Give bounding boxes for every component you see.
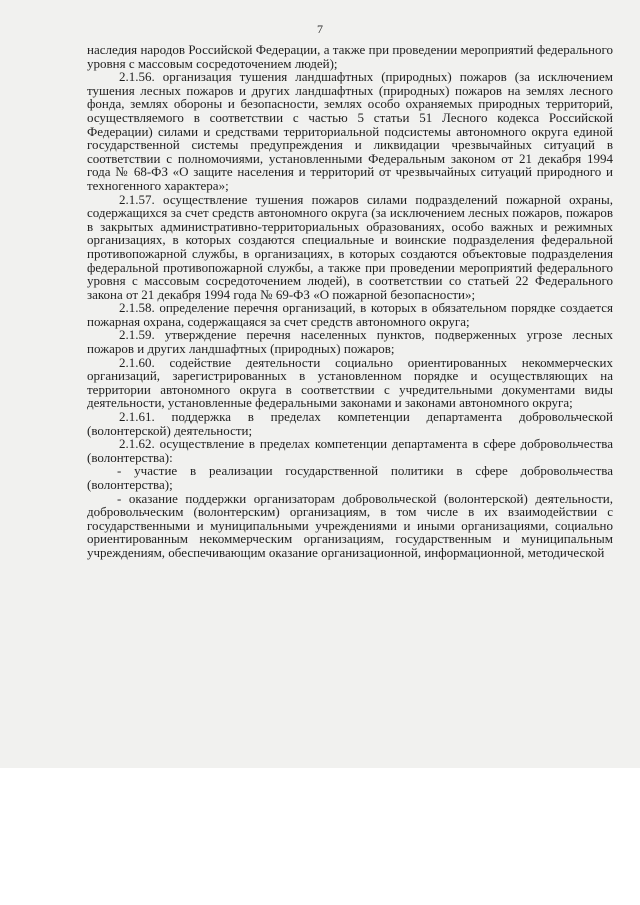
- page-number: 7: [317, 22, 323, 36]
- paragraph-2-1-58: 2.1.58. определение перечня организаций, в которых в обязательном порядке создается пожарная охрана, содержащаяся за счет средств автономного округа;: [87, 300, 613, 329]
- document-body: [87, 43, 613, 560]
- paragraph-2-1-57: 2.1.57. осуществление тушения пожаров силами подразделений пожарной охраны, содержащихся за счет средств автономного округа (за исключением лесных пожаров, пожаров в закрытых административно-территориальных образованиях, особо важных и режимных организациях, в которых создаются специальные и воинские подразделения федеральной противопожарной службы, в организациях, в которых создаются объектовые подразделения федеральной противопожарной службы, а также при проведении мероприятий федерального уровня с массовым сосредоточением людей), в соответствии со статьей 22 Федерального закона от 21 декабря 1994 года № 69-ФЗ «О пожарной безопасности»;: [87, 191, 613, 302]
- blank-margin: [0, 768, 640, 905]
- paragraph-continuation: наследия народов Российской Федерации, а также при проведении мероприятий федерального уровня с массовым сосредоточением людей);: [87, 42, 613, 71]
- paragraph-2-1-61: 2.1.61. поддержка в пределах компетенции департамента добровольческой (волонтерской) деятельности;: [87, 409, 613, 438]
- paragraph-2-1-60: 2.1.60. содействие деятельности социально ориентированных некоммерческих организаций, зарегистрированных в установленном порядке и осуществляющих на территории автономного округа в соответствии с учредительными документами виды деятельности, установленные федеральными законами и законами автономного округа;: [87, 354, 613, 411]
- paragraph-2-1-56: 2.1.56. организация тушения ландшафтных (природных) пожаров (за исключением тушения лесных пожаров и других ландшафтных (природных) пожаров на землях лесного фонда, землях обороны и безопасности, землях особо охраняемых природных территорий, осуществляемого в соответствии с частью 5 статьи 51 Лесного кодекса Российской Федерации) силами и средствами территориальной подсистемы автономного округа единой государственной системы предупреждения и ликвидации чрезвычайных ситуаций в соответствии с полномочиями, установленными Федеральным законом от 21 декабря 1994 года № 68-ФЗ «О защите населения и территорий от чрезвычайных ситуаций природного и техногенного характера»;: [87, 69, 613, 193]
- paragraph-2-1-59: 2.1.59. утверждение перечня населенных пунктов, подверженных угрозе лесных пожаров и других ландшафтных (природных) пожаров;: [87, 327, 613, 357]
- paragraph-2-1-62: 2.1.62. осуществление в пределах компетенции департамента в сфере добровольчества (волонтерства):: [87, 436, 613, 465]
- list-item-support: - оказание поддержки организаторам добровольческой (волонтерской) деятельности, добровольческим (волонтерским) организациям, в том числе в их взаимодействии с государственными и муниципальными учреждениями и иными организациями, социально ориентированным некоммерческим организациям, государственным и муниципальным учреждениям, обеспечивающим оказание организационной, информационной, методической: [87, 490, 613, 560]
- list-item-participation: - участие в реализации государственной политики в сфере добровольчества (волонтерства);: [87, 463, 613, 492]
